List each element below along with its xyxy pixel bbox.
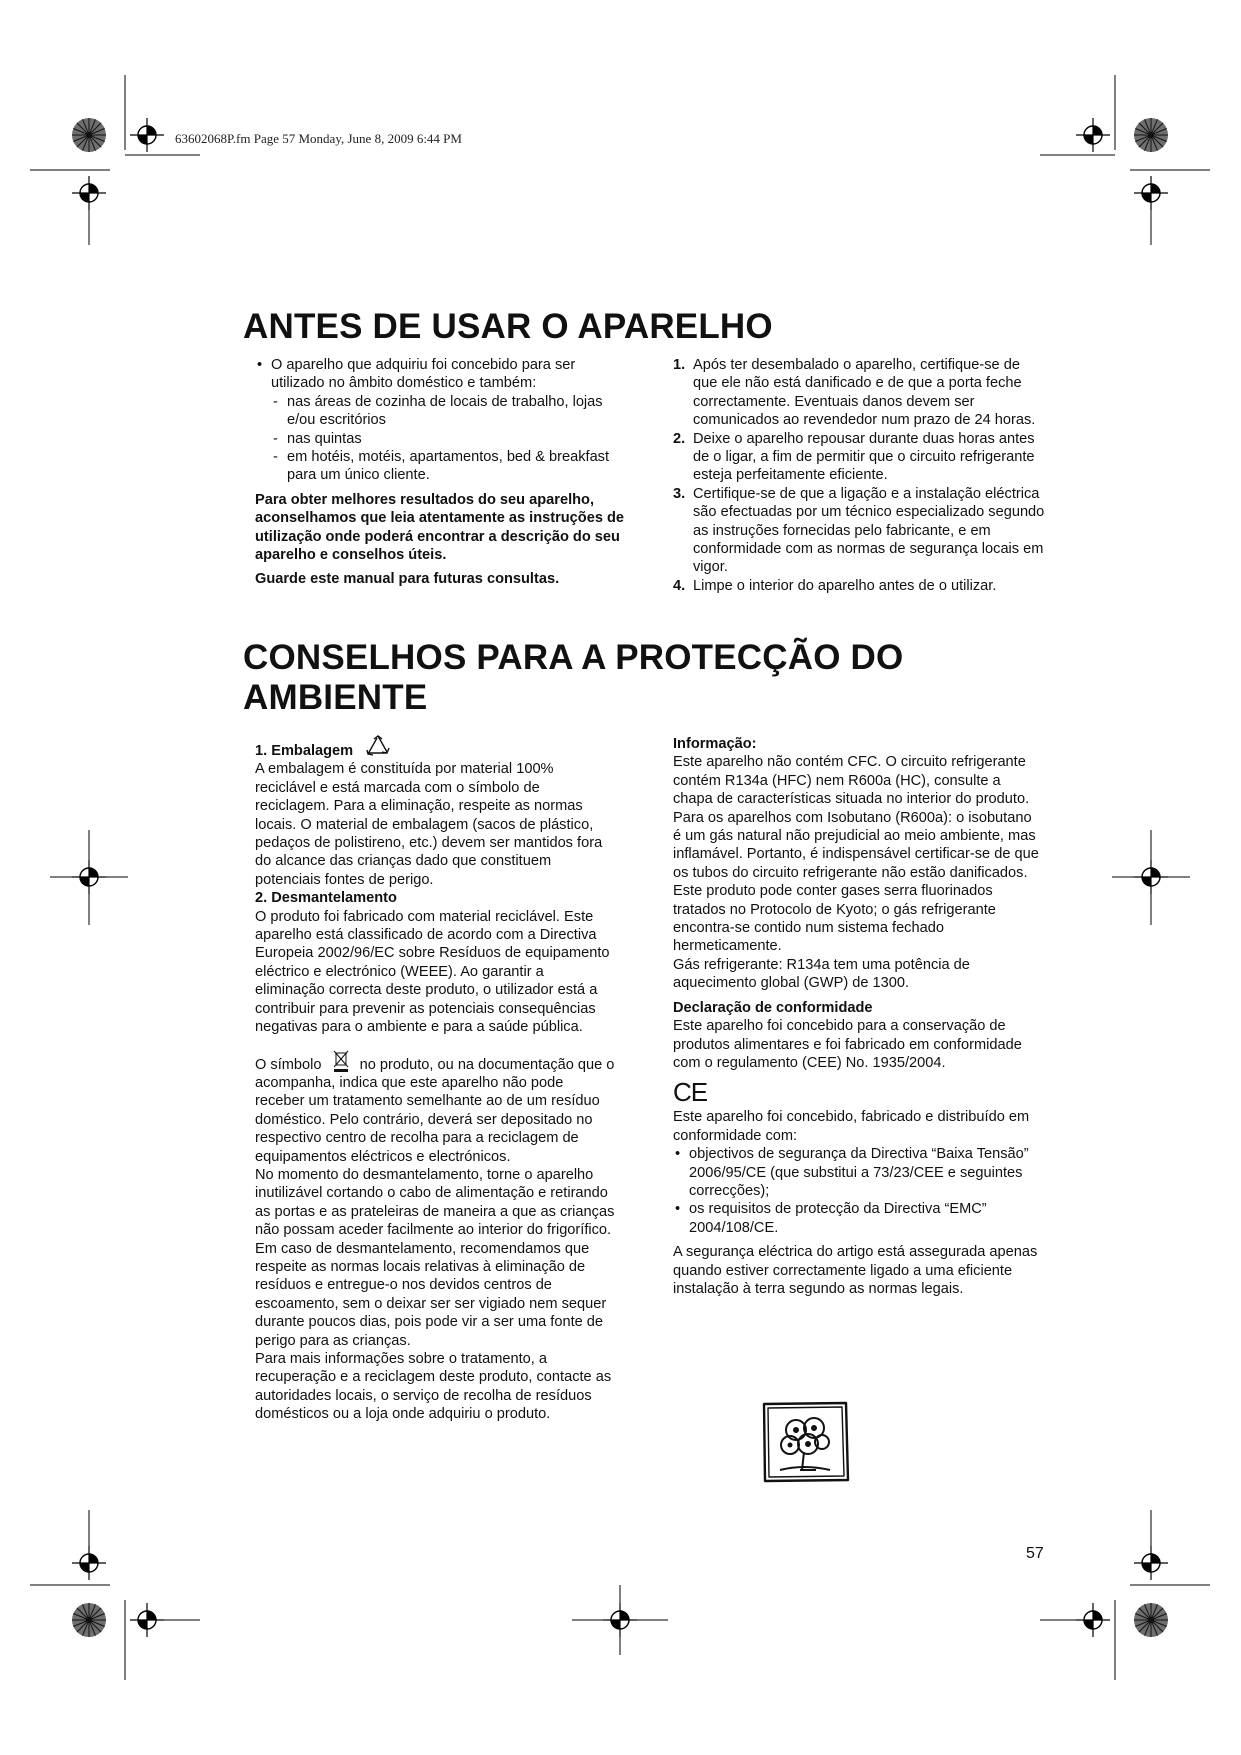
paragraph: Este aparelho foi concebido, fabricado e distribuído em conformidade com: — [673, 1109, 1030, 1144]
paragraph: A segurança eléctrica do artigo está assegurada apenas quando estiver correctamente ligado a uma eficiente instalação à terra segundo as normas legais. — [673, 1244, 1038, 1297]
section1-left-column — [255, 356, 625, 589]
paragraph: Gás refrigerante: R134a tem uma potência de aquecimento global (GWP) de 1300. — [673, 956, 970, 992]
section-title-antes: ANTES DE USAR O APARELHO — [243, 307, 773, 346]
list-item: - nas quintas — [255, 430, 625, 448]
paragraph: locais. O material de embalagem (sacos de plástico, pedaços de polistireno, etc.) devem ser mantidos fora do alcance das crianças dado que constituem potenciais fontes de perigo. — [255, 816, 603, 888]
paragraph: Este aparelho foi concebido para a conservação de produtos alimentares e foi fabricado em conformidade com o regulamento (CEE) No. 1935/2004. — [673, 1018, 1022, 1071]
section1-right-column — [673, 356, 1048, 595]
paragraph: Para mais informações sobre o tratamento, a recuperação e a reciclagem deste produto, contacte as autoridades locais, o serviço de recolha de resíduos domésticos ou a loja onde adquiriu o produto. — [255, 1351, 612, 1423]
paragraph: Para os aparelhos com Isobutano (R600a): o isobutano é um gás natural não prejudicial ao meio ambiente, mas inflamável. Portanto, é indispensável certificar-se de que os tubos do circuito refrigerante não estão danificados. — [673, 809, 1039, 881]
file-slug: 63602068P.fm Page 57 Monday, June 8, 2009 6:44 PM — [175, 131, 462, 146]
crossed-bin-icon — [332, 1049, 350, 1073]
paragraph: Este aparelho não contém CFC. O circuito refrigerante contém R134a (HFC) nem R600a (HC), consulte a chapa de características situada no interior do produto. — [673, 754, 1030, 808]
subheading-informacao: Informação: — [673, 736, 757, 752]
tree-icon — [760, 1400, 852, 1484]
list-item: • os requisitos de protecção da Directiva “EMC” 2004/108/CE. — [673, 1200, 1043, 1237]
numbered-step: 3. Certifique-se de que a ligação e a instalação eléctrica são efectuadas por um técnico especializado segundo as instruções fornecidas pelo fabricante, e em conformidade com as normas de segurança locais em vigor. — [673, 485, 1045, 576]
keep-manual-note: Guarde este manual para futuras consultas. — [255, 571, 560, 588]
advice-paragraph: Para obter melhores resultados do seu aparelho, aconselhamos que leia atentamente as instruções de utilização onde poderá encontrar a descrição do seu aparelho e conselhos úteis. — [255, 491, 625, 564]
paragraph: A embalagem é constituída por material 100% reciclável e está marcada com o símbolo de reciclagem. Para a eliminação, respeite as normas — [255, 761, 583, 815]
list-item: - nas áreas de cozinha de locais de trabalho, lojas e/ou escritórios — [255, 393, 625, 430]
numbered-step: 2. Deixe o aparelho repousar durante duas horas antes de o ligar, a fim de permitir que o circuito refrigerante esteja perfeitamente eficiente. — [673, 430, 1035, 484]
paragraph: O produto foi fabricado com material reciclável. Este aparelho está classificado de acordo com a Directiva Europeia 2002/96/EC sobre Resíduos de equipamento eléctrico e electrónico (WEEE). Ao garantir a eliminação correcta deste produto, o utilizador está a contribuir para prevenir as potenciais consequências negativas para o ambiente e para a saúde pública. — [255, 908, 610, 1036]
paragraph: Em caso de desmantelamento, recomendamos que respeite as normas locais relativas à eliminação de resíduos e entregue-o nos devidos centros de escoamento, sem o deixar ser ser vigiado nem sequer durante poucos dias, pois pode vir a ser uma fonte de perigo para as crianças. — [255, 1240, 607, 1349]
numbered-step: 4. Limpe o interior do aparelho antes de o utilizar. — [673, 577, 997, 594]
list-item: - em hotéis, motéis, apartamentos, bed & breakfast para um único cliente. — [255, 448, 625, 485]
section2-right-column — [673, 735, 1043, 1298]
subheading-embalagem: 1. Embalagem — [255, 735, 615, 760]
list-item: • O aparelho que adquiriu foi concebido para ser utilizado no âmbito doméstico e também: — [255, 356, 625, 393]
page-number: 57 — [1026, 1545, 1044, 1562]
paragraph: No momento do desmantelamento, torne o aparelho inutilizável cortando o cabo de alimentação e retirando as portas e as prateleiras de maneira a que as crianças não possam aceder facilmente ao interior do frigorífico. — [255, 1166, 615, 1239]
numbered-step: 1. Após ter desembalado o aparelho, certifique-se de que ele não está danificado e de que a porta feche correctamente. Eventuais danos devem ser comunicados ao revendedor num prazo de 24 horas. — [673, 357, 1036, 429]
recycle-icon — [363, 735, 393, 759]
section-title-ambiente: CONSELHOS PARA A PROTECÇÃO DO AMBIENTE — [243, 638, 904, 717]
paragraph: O símbolo no produto, ou na documentação que o acompanha, indica que este aparelho não pode receber um tratamento semelhante ao de um resíduo doméstico. Pelo contrário, deverá ser depositado no respectivo centro de recolha para a reciclagem de equipamentos eléctricos e electrónicos. — [255, 1049, 615, 1166]
ce-mark: CE — [673, 1077, 708, 1108]
paragraph: Este produto pode conter gases serra fluorinados tratados no Protocolo de Kyoto; o gás refrigerante encontra-se contido num sistema fechado hermeticamente. — [673, 883, 996, 955]
subheading-declaracao: Declaração de conformidade — [673, 999, 873, 1016]
section2-left-column — [255, 735, 615, 1424]
subheading-desmantelamento: 2. Desmantelamento — [255, 890, 397, 907]
list-item: • objectivos de segurança da Directiva “Baixa Tensão” 2006/95/CE (que substitui a 73/23/CEE e seguintes correcções); — [673, 1145, 1043, 1200]
